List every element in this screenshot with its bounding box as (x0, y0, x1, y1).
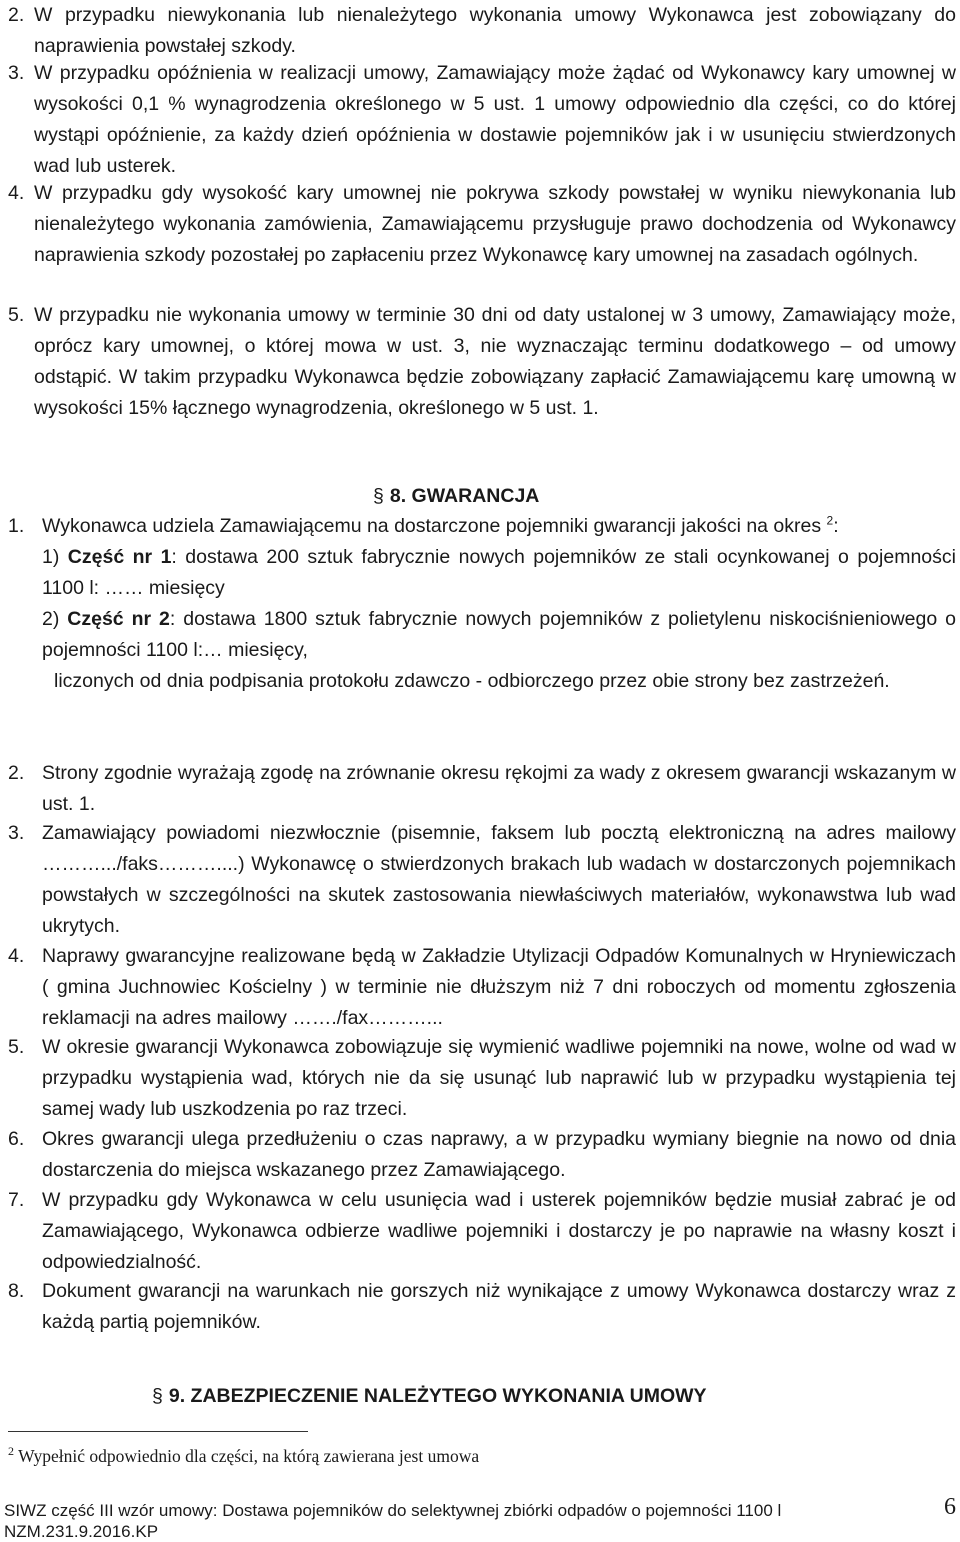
section-sign: § (152, 1385, 163, 1407)
item-number: 3. (8, 62, 25, 84)
item-number: 4. (8, 945, 25, 967)
item-tail: liczonych od dnia podpisania protokołu zdawczo - odbiorczego przez obie strony bez zastrzeżeń. (54, 670, 890, 692)
list-item (8, 511, 956, 697)
item-number: 2. (8, 762, 25, 784)
footnote-divider (8, 1431, 308, 1432)
item-text: Naprawy gwarancyjne realizowane będą w Zakładzie Utylizacji Odpadów Komunalnych w Hryniewiczach ( gmina Juchnowiec Kościelny ) w terminie nie dłuższym niż 7 dni roboczych od momentu zgłoszenia reklamacji na adres mailowy ……./fax………... (42, 945, 956, 1029)
item-number: 3. (8, 822, 25, 844)
item-number: 5. (8, 1036, 25, 1058)
item-text: Strony zgodnie wyrażają zgodę na zrównanie okresu rękojmi za wady z okresem gwarancji wskazanym w ust. 1. (42, 762, 956, 815)
list-item (8, 0, 956, 62)
item-text: W przypadku opóźnienia w realizacji umowy, Zamawiający może żądać od Wykonawcy kary umownej w wysokości 0,1 % wynagrodzenia określonego w 5 ust. 1 umowy odpowiednio dla części, co do której wystąpi opóźnienie, za każdy dzień opóźnienia w dostawie pojemników jak i w usunięciu stwierdzonych wad lub usterek. (34, 62, 956, 177)
footer-line-2: NZM.231.9.2016.KP (4, 1522, 159, 1541)
item-text: W przypadku niewykonania lub nienależytego wykonania umowy Wykonawca jest zobowiązany do naprawienia powstałej szkody. (34, 4, 956, 57)
part-2-line: 2) Część nr 2: dostawa 1800 sztuk fabrycznie nowych pojemników z polietylenu niskociśnieniowego o pojemności 1100 l:… miesięcy, (42, 608, 956, 661)
list-item (8, 300, 956, 424)
section-heading-gwarancja: § 8. GWARANCJA (373, 485, 540, 507)
list-item (8, 818, 956, 942)
item-text: W okresie gwarancji Wykonawca zobowiązuje się wymienić wadliwe pojemniki na nowe, wolne od wad w przypadku wystąpienia wad, których nie da się usunąć lub naprawić lub w przypadku wystąpienia tej samej wady lub uszkodzenia po raz trzeci. (42, 1036, 956, 1120)
list-item (8, 58, 956, 182)
item-text: W przypadku gdy Wykonawca w celu usunięcia wad i usterek pojemników będzie musiał zabrać je od Zamawiającego, Wykonawca odbierze wadliwe pojemniki i dostarczy je po naprawie na własny koszt i odpowiedzialność. (42, 1189, 956, 1273)
part-1-line: 1) Część nr 1: dostawa 200 sztuk fabrycznie nowych pojemników ze stali ocynkowanej o pojemności 1100 l: …… miesięcy (42, 546, 956, 599)
list-item (8, 758, 956, 820)
item-number: 2. (8, 4, 25, 26)
section-sign: § (373, 485, 384, 507)
footer-line-1: SIWZ część III wzór umowy: Dostawa pojemników do selektywnej zbiórki odpadów o pojemności 1100 l (4, 1501, 782, 1520)
list-item (8, 1032, 956, 1125)
item-number: 6. (8, 1128, 25, 1150)
section-heading-zabezpieczenie: § 9. ZABEZPIECZENIE NALEŻYTEGO WYKONANIA UMOWY (152, 1385, 707, 1407)
item-text: Okres gwarancji ulega przedłużeniu o czas naprawy, a w przypadku wymiany biegnie na nowo od dnia dostarczenia do miejsca wskazanego przez Zamawiającego. (42, 1128, 956, 1181)
item-number: 7. (8, 1189, 25, 1211)
item-number: 4. (8, 182, 25, 204)
item-text: Wykonawca udziela Zamawiającemu na dostarczone pojemniki gwarancji jakości na okres $^2$: 1) Część nr 1: dostawa 200 sztuk fabrycznie nowych pojemników ze stali ocynkowanej o pojemności 1100 l: …… miesięcy 2) Część nr 2: dostawa 1800 sztuk fabrycznie nowych pojemników z polietylenu niskociśnieniowego o pojemności 1100 l:… miesięcy, liczonych od dnia podpisania protokołu zdawczo - odbiorczego przez obie strony bez zastrzeżeń. (8, 511, 956, 697)
list-item (8, 1124, 956, 1186)
footnote-mark: 2 (8, 1444, 14, 1459)
list-item (8, 1276, 956, 1338)
footnote (8, 1445, 479, 1467)
footnote-text: Wypełnić odpowiednio dla części, na którą zawierana jest umowa (18, 1446, 480, 1466)
item-text: W przypadku nie wykonania umowy w terminie 30 dni od daty ustalonej w 3 umowy, Zamawiający może, oprócz kary umownej, o której mowa w ust. 3, nie wyznaczając terminu dodatkowego – od umowy odstąpić. W takim przypadku Wykonawca będzie zobowiązany zapłacić Zamawiającemu karę umowną w wysokości 15% łącznego wynagrodzenia, określonego w 5 ust. 1. (34, 304, 956, 419)
item-text: W przypadku gdy wysokość kary umownej nie pokrywa szkody powstałej w wyniku niewykonania lub nienależytego wykonania zamówienia, Zamawiającemu przysługuje prawo dochodzenia od Wykonawcy naprawienia szkody pozostałej po zapłaceniu przez Wykonawcę kary umownej na zasadach ogólnych. (34, 182, 956, 266)
page-number: 6 (944, 1494, 956, 1520)
footnote-ref: 2 (826, 513, 834, 528)
page-footer (4, 1500, 956, 1542)
list-item (8, 941, 956, 1034)
item-number: 1. (8, 515, 25, 537)
item-number: 8. (8, 1280, 25, 1302)
item-number: 5. (8, 304, 25, 326)
item-text: Zamawiający powiadomi niezwłocznie (pisemnie, faksem lub pocztą elektroniczną na adres mailowy ……….../faks………....) Wykonawcę o stwierdzonych brakach lub wadach w dostarczonych pojemnikach powstałych w szczególności na skutek zastosowania niewłaściwych materiałów, wykonawstwa lub wad ukrytych. (42, 822, 956, 937)
list-item (8, 1185, 956, 1278)
list-item (8, 178, 956, 271)
item-text: Dokument gwarancji na warunkach nie gorszych niż wynikające z umowy Wykonawca dostarczy wraz z każdą partią pojemników. (42, 1280, 956, 1333)
